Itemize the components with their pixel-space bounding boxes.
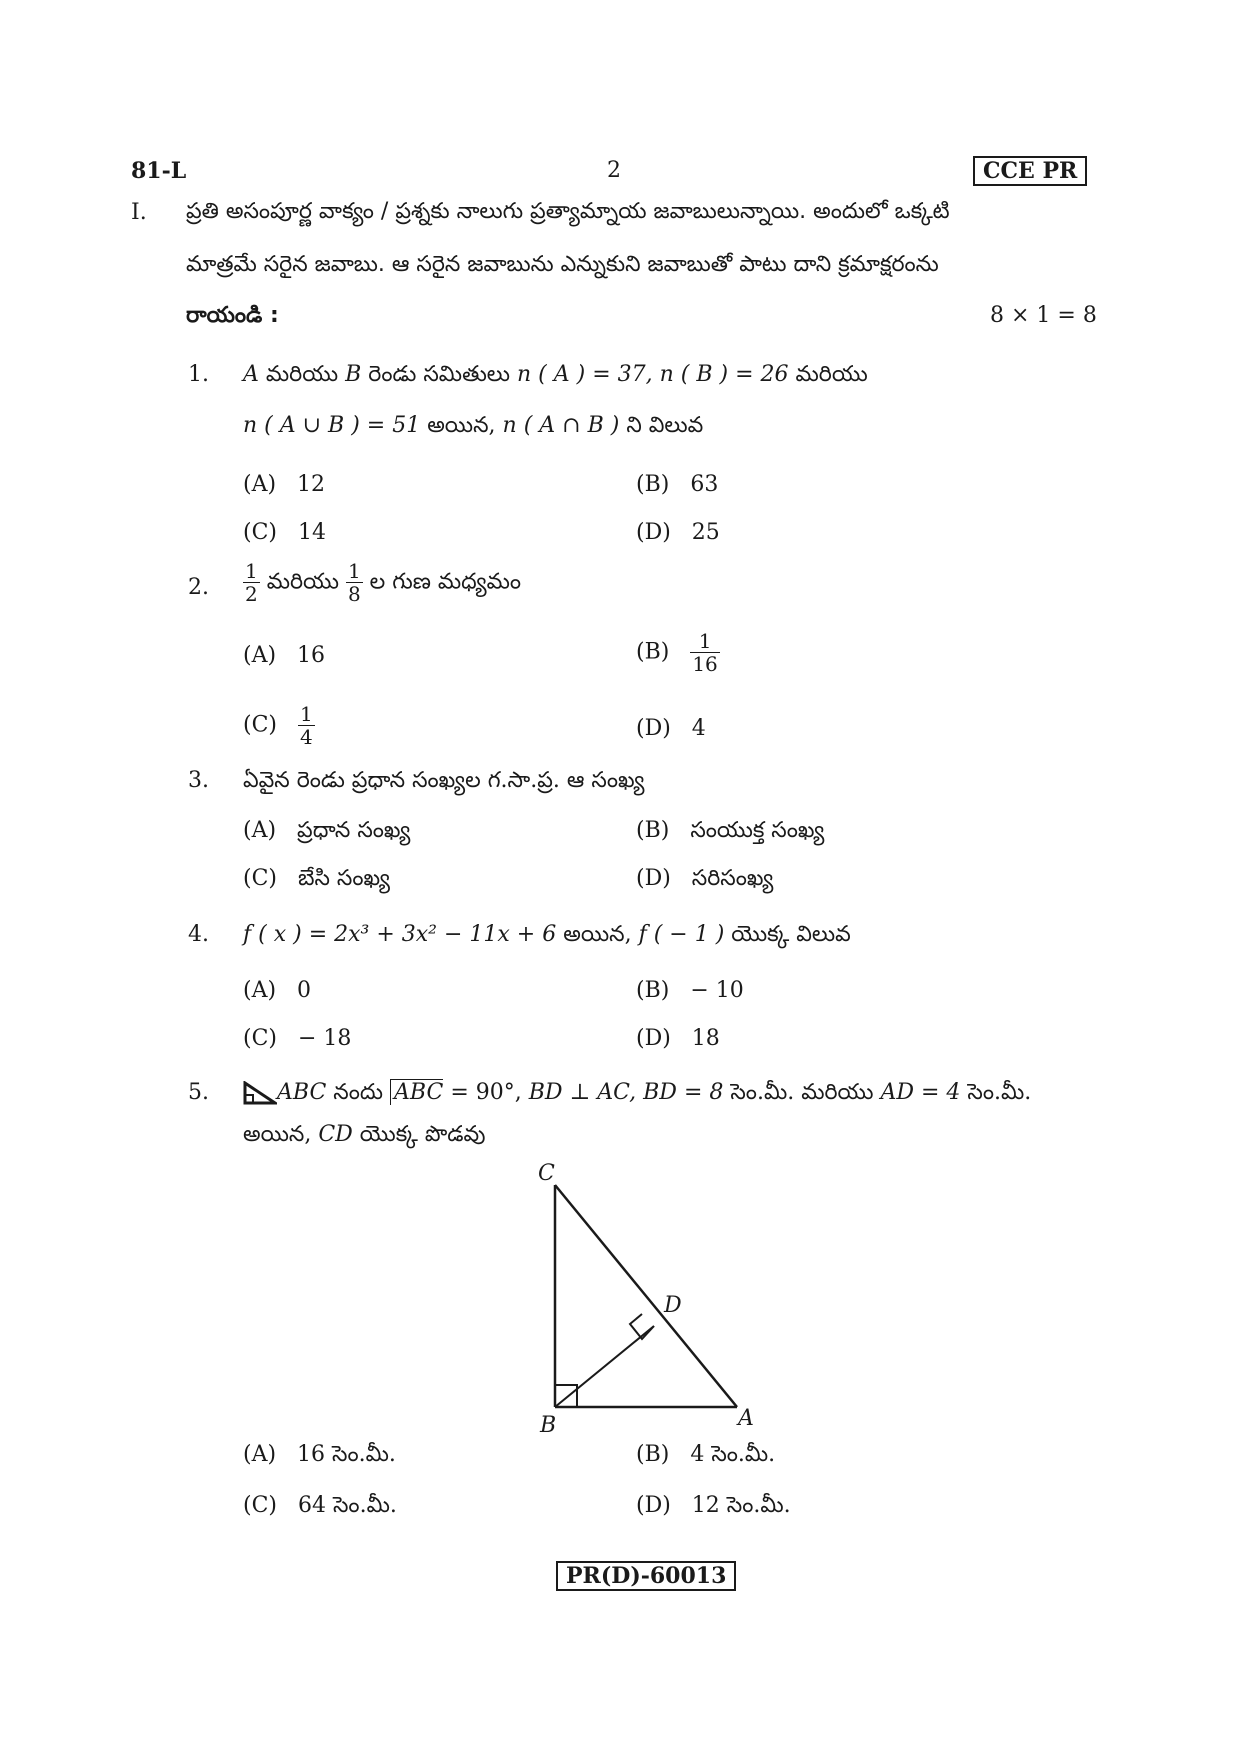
question-4-number: 4. [188, 922, 209, 947]
q3-option-a[interactable]: (A) ప్రధాన సంఖ్య [243, 818, 411, 843]
question-4-text: f ( x ) = 2x³ + 3x² − 11x + 6 అయిన, f ( − 1 ) యొక్క విలువ [243, 922, 851, 947]
series-code: CCE PR [973, 156, 1087, 186]
q5-option-a[interactable]: (A) 16 సెం.మీ. [243, 1442, 396, 1467]
q3-option-c[interactable]: (C) బేసి సంఖ్య [243, 866, 390, 891]
question-2-text: $\frac{1}{2}$ మరియు $\frac{1}{8}$ ల గుణ మధ్యమం [245, 559, 522, 606]
question-3-number: 3. [188, 768, 209, 793]
figure-label-d: D [664, 1293, 682, 1318]
q4-option-b[interactable]: (B) − 10 [636, 978, 744, 1003]
triangle-figure [530, 1160, 770, 1440]
q1-option-c[interactable]: (C) 14 [243, 520, 326, 545]
q4-option-a[interactable]: (A) 0 [243, 978, 312, 1003]
q2-option-c[interactable]: (C) $\frac{1}{4}$ [243, 702, 313, 749]
q1-option-a[interactable]: (A) 12 [243, 472, 326, 497]
section-number: I. [131, 200, 147, 225]
question-5-line-2: అయిన, CD యొక్క పొడవు [243, 1122, 486, 1147]
figure-label-b: B [540, 1413, 557, 1438]
question-1-line-2: n ( A ∪ B ) = 51 అయిన, n ( A ∩ B ) ని విలువ [243, 413, 704, 438]
triangle-icon [243, 1081, 277, 1105]
question-5-line-1: ABC నందు ABC = 90°, BD ⊥ AC, BD = 8 సెం.మీ. మరియు AD = 4 సెం.మీ. [243, 1078, 1031, 1108]
marks-scheme: 8 × 1 = 8 [990, 303, 1097, 328]
question-5-number: 5. [188, 1080, 209, 1105]
q2-option-a[interactable]: (A) 16 [243, 643, 326, 668]
q3-option-b[interactable]: (B) సంయుక్త సంఖ్య [636, 818, 825, 843]
figure-label-c: C [538, 1161, 555, 1186]
q5-option-d[interactable]: (D) 12 సెం.మీ. [636, 1493, 791, 1518]
paper-code: 81-L [131, 158, 187, 184]
instruction-line-3: రాయండి : [186, 303, 279, 328]
q1-option-b[interactable]: (B) 63 [636, 472, 719, 497]
q2-option-d[interactable]: (D) 4 [636, 716, 706, 741]
question-1-number: 1. [188, 362, 209, 387]
q4-option-d[interactable]: (D) 18 [636, 1026, 720, 1051]
footer-code: PR(D)-60013 [556, 1561, 736, 1591]
instruction-line-2: మాత్రమే సరైన జవాబు. ఆ సరైన జవాబును ఎన్నుకుని జవాబుతో పాటు దాని క్రమాక్షరంను [186, 252, 939, 277]
question-1-line-1: A మరియు B రెండు సమితులు n ( A ) = 37, n ( B ) = 26 మరియు [243, 362, 868, 387]
q5-option-c[interactable]: (C) 64 సెం.మీ. [243, 1493, 397, 1518]
question-3-text: ఏవైన రెండు ప్రధాన సంఖ్యల గ.సా.ప్ర. ఆ సంఖ్య [243, 768, 645, 793]
q5-option-b[interactable]: (B) 4 సెం.మీ. [636, 1442, 776, 1467]
page-number: 2 [607, 158, 621, 183]
q2-option-b[interactable]: (B) $\frac{1}{16}$ [636, 629, 718, 676]
instruction-line-1: ప్రతి అసంపూర్ణ వాక్యం / ప్రశ్నకు నాలుగు ప్రత్యామ్నాయ జవాబులున్నాయి. అందులో ఒక్కటి [186, 199, 950, 224]
q4-option-c[interactable]: (C) − 18 [243, 1026, 352, 1051]
question-2-number: 2. [188, 575, 209, 600]
q1-option-d[interactable]: (D) 25 [636, 520, 720, 545]
figure-label-a: A [738, 1406, 754, 1431]
q3-option-d[interactable]: (D) సరిసంఖ్య [636, 866, 774, 891]
